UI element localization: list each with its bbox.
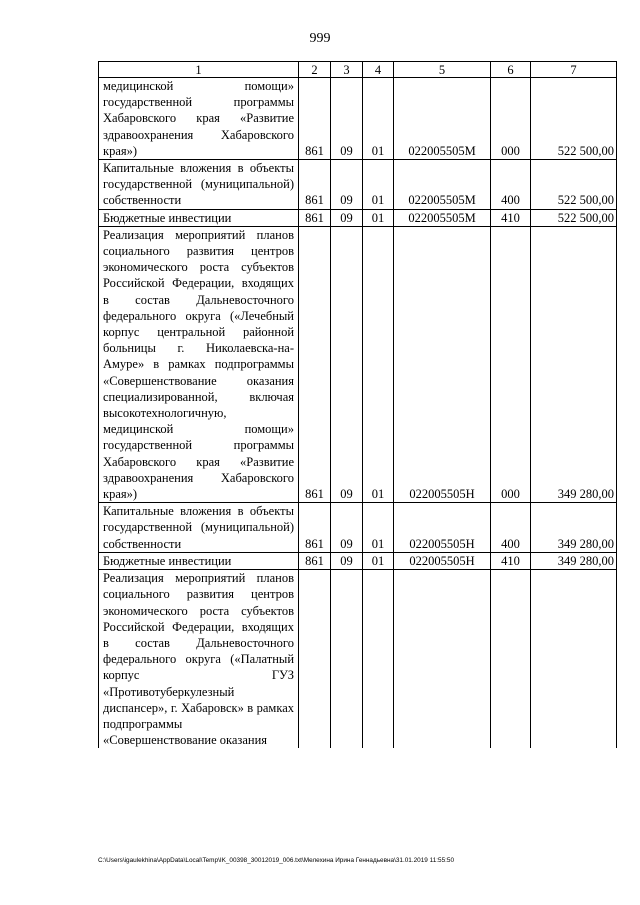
description-line: собственности [103,536,182,551]
description-line: Хабаровского края «Развитие [103,454,294,469]
description-line: Капитальные вложения в [103,504,244,519]
cell-section: 09 [331,160,363,210]
description-line: Дальневосточного [196,635,294,650]
description-line: федерального округа [103,308,221,323]
description-line: Реализация мероприятий [103,227,246,242]
cell-subsection [363,570,394,749]
cell-section: 09 [331,503,363,553]
description-line: планов социального развития [103,571,294,602]
cell-section: 09 [331,226,363,502]
header-cell: 2 [299,62,331,78]
table-row [99,226,617,502]
header-cell: 3 [331,62,363,78]
cell-admin-code: 861 [299,78,331,160]
description-line: («Палатный корпус ГУЗ [103,652,295,683]
table-row [99,552,617,569]
cell-subsection: 01 [363,552,394,569]
cell-admin-code [299,570,331,749]
description-line: субъектов Российской [103,603,294,634]
cell-expense-type: 000 [491,226,531,502]
description-line: федерального округа [103,652,221,667]
description-line: планов социального развития [103,227,294,259]
description-line: Дальневосточного [196,292,294,307]
description-line: центров экономического роста [103,244,294,275]
cell-subsection: 01 [363,78,394,160]
description-line: специализированной, включая [103,389,294,404]
row-description [99,226,299,502]
description-line: Реализация мероприятий [103,571,246,586]
row-description [99,552,299,569]
table-row [99,570,617,749]
table-header-row [99,62,617,78]
page-number: 999 [309,31,331,46]
cell-admin-code: 861 [299,209,331,226]
row-description [99,209,299,226]
description-line: здравоохранения [103,470,194,485]
description-line: (муниципальной) [200,520,294,535]
cell-admin-code: 861 [299,552,331,569]
description-line: субъектов Российской [103,260,294,291]
cell-amount [531,570,617,749]
description-line: объекты государственной [103,161,295,192]
header-cell: 1 [99,62,299,78]
description-line: здравоохранения [103,127,194,142]
description-line: Хабаровского края «Развитие [103,111,294,126]
cell-expense-type: 000 [491,78,531,160]
cell-amount: 522 500,00 [531,78,617,160]
description-line: («Лечебный корпус [103,308,294,340]
cell-target-article: 022005505M [394,78,491,160]
description-line: Бюджетные инвестиции [103,553,232,568]
cell-subsection: 01 [363,209,394,226]
description-line: Хабаровского края») [103,470,294,502]
row-description [99,78,299,160]
cell-expense-type: 400 [491,160,531,210]
table-row [99,209,617,226]
cell-target-article [394,570,491,749]
cell-target-article: 022005505M [394,209,491,226]
cell-target-article: 022005505M [394,160,491,210]
description-line: «Противотуберкулезный [103,684,235,699]
description-line: объекты государственной [103,504,295,535]
description-line: Федерации, входящих в состав [103,276,294,307]
description-line: рамках подпрограммы [103,700,295,731]
cell-amount: 349 280,00 [531,503,617,553]
header-cell: 6 [491,62,531,78]
cell-amount: 522 500,00 [531,209,617,226]
cell-amount: 522 500,00 [531,160,617,210]
cell-target-article: 022005505H [394,552,491,569]
table-row [99,160,617,210]
description-line: Хабаровского края») [103,127,294,158]
cell-section: 09 [331,78,363,160]
description-line: диспансер», г. Хабаровск» в [103,700,254,715]
description-line: центральной районной [157,325,295,340]
table-row [99,503,617,553]
row-description [99,570,299,749]
cell-target-article: 022005505H [394,226,491,502]
cell-section [331,570,363,749]
description-line: собственности [103,193,182,208]
header-cell: 5 [394,62,491,78]
description-line: Амуре» в рамках [103,357,206,372]
description-line: Федерации, входящих в состав [103,619,294,650]
cell-expense-type: 400 [491,503,531,553]
header-cell: 7 [531,62,617,78]
cell-target-article: 022005505H [394,503,491,553]
row-description [99,160,299,210]
description-line: «Совершенствование оказания [103,733,268,748]
budget-table [98,61,617,748]
cell-subsection: 01 [363,226,394,502]
header-cell: 4 [363,62,394,78]
description-line: подпрограммы [214,357,294,372]
file-path-footer: C:\Users\igaulekhina\AppData\Local\Temp\IK_00398_30012019_006.txt\Мелехина Ирина Геннадьевна\31.01.2019 11:55:50 [98,857,455,864]
cell-admin-code: 861 [299,160,331,210]
cell-section: 09 [331,209,363,226]
description-line: «Совершенствование оказания [103,373,294,388]
cell-amount: 349 280,00 [531,552,617,569]
description-line: (муниципальной) [200,177,294,192]
cell-subsection: 01 [363,160,394,210]
row-description [99,503,299,553]
cell-expense-type: 410 [491,552,531,569]
cell-expense-type: 410 [491,209,531,226]
cell-admin-code: 861 [299,503,331,553]
cell-amount: 349 280,00 [531,226,617,502]
cell-admin-code: 861 [299,226,331,502]
description-line: государственной программы [103,438,294,453]
description-line: медицинской помощи» [103,79,294,93]
cell-section: 09 [331,552,363,569]
description-line: Капитальные вложения в [103,161,244,176]
table-row [99,78,617,160]
table-body [99,62,617,749]
description-line: медицинской помощи» [103,422,294,437]
description-line: центров экономического роста [103,587,294,618]
cell-expense-type [491,570,531,749]
cell-subsection: 01 [363,503,394,553]
description-line: высокотехнологичную, [103,406,227,421]
description-line: государственной программы [103,95,294,110]
description-line: больницы г. Николаевска-на- [103,341,294,356]
description-line: Бюджетные инвестиции [103,210,232,225]
